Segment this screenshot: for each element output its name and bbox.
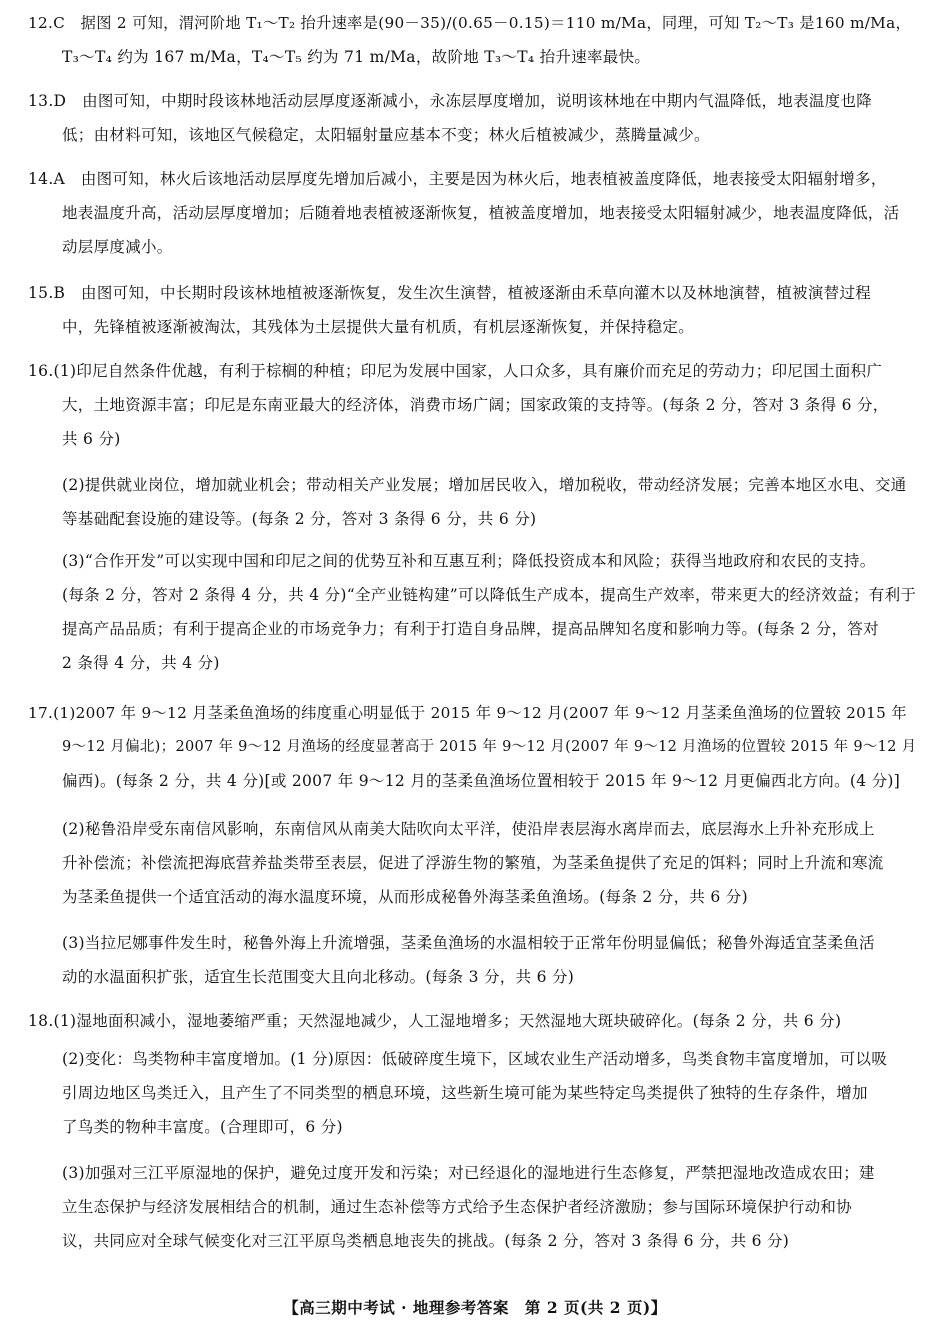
answer-line: 偏西)。(每条 2 分，共 4 分)[或 2007 年 9～12 月的茎柔鱼渔场位置相较于 2015 年 9～12 月更偏西北方向。(4 分)] <box>62 772 901 790</box>
answer-line: (3)“合作开发”可以实现中国和印尼之间的优势互补和互惠互利；降低投资成本和风险；获得当地政府和农民的支持。 <box>62 552 876 570</box>
answer-line: T₃～T₄ 约为 167 m/Ma，T₄～T₅ 约为 71 m/Ma，故阶地 T₃～T₄ 抬升速率最快。 <box>62 48 651 66</box>
answer-q16-part2 <box>62 468 920 536</box>
answer-line: 动的水温面积扩张，适宜生长范围变大且向北移动。(每条 3 分，共 6 分) <box>62 968 575 986</box>
answer-q13 <box>28 84 920 152</box>
answer-line: 大，土地资源丰富；印尼是东南亚最大的经济体，消费市场广阔；国家政策的支持等。(每条 2 分，答对 3 条得 6 分， <box>62 396 889 414</box>
answer-line: 等基础配套设施的建设等。(每条 2 分，答对 3 条得 6 分，共 6 分) <box>62 510 537 528</box>
answer-line: (2)秘鲁沿岸受东南信风影响，东南信风从南美大陆吹向太平洋，使沿岸表层海水离岸而去，底层海水上升补充形成上 <box>62 820 875 838</box>
answer-q18-part3 <box>62 1156 920 1258</box>
answer-line: (3)当拉尼娜事件发生时，秘鲁外海上升流增强，茎柔鱼渔场的水温相较于正常年份明显偏低；秘鲁外海适宜茎柔鱼活 <box>62 934 875 952</box>
answer-q17-part1 <box>28 696 920 798</box>
answer-line: 升补偿流；补偿流把海底营养盐类带至表层，促进了浮游生物的繁殖，为茎柔鱼提供了充足的饵料；同时上升流和寒流 <box>62 854 884 872</box>
answer-line: 共 6 分) <box>62 430 121 448</box>
answer-line: 中，先锋植被逐渐被淘汰，其残体为土层提供大量有机质，有机层逐渐恢复，并保持稳定。 <box>62 318 695 336</box>
answer-q12 <box>28 6 920 74</box>
answer-line: (3)加强对三江平原湿地的保护，避免过度开发和污染；对已经退化的湿地进行生态修复，严禁把湿地改造成农田；建 <box>62 1164 875 1182</box>
answer-line: 17.(1)2007 年 9～12 月茎柔鱼渔场的纬度重心明显低于 2015 年 9～12 月(2007 年 9～12 月茎柔鱼渔场的位置较 2015 年 <box>28 704 907 722</box>
answer-line: 低；由材料可知，该地区气候稳定，太阳辐射量应基本不变；林火后植被减少，蒸腾量减少。 <box>62 126 710 144</box>
answer-line: 18.(1)湿地面积减小，湿地萎缩严重；天然湿地减少，人工湿地增多；天然湿地大斑块破碎化。(每条 2 分，共 6 分) <box>28 1012 842 1030</box>
answer-line: 提高产品品质；有利于提高企业的市场竞争力；有利于打造自身品牌，提高品牌知名度和影响力等。(每条 2 分，答对 <box>62 620 879 638</box>
answer-line: 14.A 由图可知，林火后该地活动层厚度先增加后减小，主要是因为林火后，地表植被盖度降低，地表接受太阳辐射增多， <box>28 170 887 188</box>
answer-line: 13.D 由图可知，中期时段该林地活动层厚度逐渐减小，永冻层厚度增加，说明该林地在中期内气温降低，地表温度也降 <box>28 92 873 110</box>
answer-line: 议，共同应对全球气候变化对三江平原鸟类栖息地丧失的挑战。(每条 2 分，答对 3 条得 6 分，共 6 分) <box>62 1232 790 1250</box>
answer-line: 动层厚度减小。 <box>62 238 173 256</box>
answer-line: 了鸟类的物种丰富度。(合理即可，6 分) <box>62 1118 343 1136</box>
answer-q14 <box>28 162 920 264</box>
answer-line: 地表温度升高，活动层厚度增加；后随着地表植被逐渐恢复，植被盖度增加，地表接受太阳辐射减少，地表温度降低，活 <box>62 204 900 222</box>
answer-q16-part1 <box>28 354 920 456</box>
answer-line: (每条 2 分，答对 2 条得 4 分，共 4 分)“全产业链构建”可以降低生产成本，提高生产效率，带来更大的经济效益；有利于 <box>62 586 917 604</box>
answer-line: (2)变化：鸟类物种丰富度增加。(1 分)原因：低破碎度生境下，区域农业生产活动增多，鸟类食物丰富度增加，可以吸 <box>62 1050 888 1068</box>
answer-line: 为茎柔鱼提供一个适宜活动的海水温度环境，从而形成秘鲁外海茎柔鱼渔场。(每条 2 分，共 6 分) <box>62 888 748 906</box>
answer-line: 15.B 由图可知，中长期时段该林地植被逐渐恢复，发生次生演替，植被逐渐由禾草向灌木以及林地演替，植被演替过程 <box>28 284 872 302</box>
answer-q17-part3 <box>62 926 920 994</box>
answer-q15 <box>28 276 920 344</box>
answer-q16-part3 <box>62 544 920 680</box>
answer-line: 2 条得 4 分，共 4 分) <box>62 654 220 672</box>
page-footer: 【高三期中考试 · 地理参考答案 第 2 页(共 2 页)】 <box>283 1298 667 1317</box>
answer-line: (2)提供就业岗位，增加就业机会；带动相关产业发展；增加居民收入，增加税收，带动经济发展；完善本地区水电、交通 <box>62 476 907 494</box>
answer-q18-part2 <box>62 1042 920 1144</box>
answer-q18-part1 <box>28 1004 920 1038</box>
answer-line: 12.C 据图 2 可知，渭河阶地 T₁～T₂ 抬升速率是(90－35)/(0.65－0.15)＝110 m/Ma，同理，可知 T₂～T₃ 是160 m/Ma， <box>28 14 912 32</box>
answer-q17-part2 <box>62 812 920 914</box>
answer-line: 引周边地区鸟类迁入，且产生了不同类型的栖息环境，这些新生境可能为某些特定鸟类提供了独特的生存条件，增加 <box>62 1084 868 1102</box>
answer-line: 16.(1)印尼自然条件优越，有利于棕榈的种植；印尼为发展中国家，人口众多，具有廉价而充足的劳动力；印尼国土面积广 <box>28 362 883 380</box>
answer-line: 9～12 月偏北)；2007 年 9～12 月渔场的经度显著高于 2015 年 9～12 月(2007 年 9～12 月渔场的位置较 2015 年 9～12 月 <box>62 739 917 755</box>
answer-line: 立生态保护与经济发展相结合的机制，通过生态补偿等方式给予生态保护者经济激励；参与国际环境保护行动和协 <box>62 1198 853 1216</box>
